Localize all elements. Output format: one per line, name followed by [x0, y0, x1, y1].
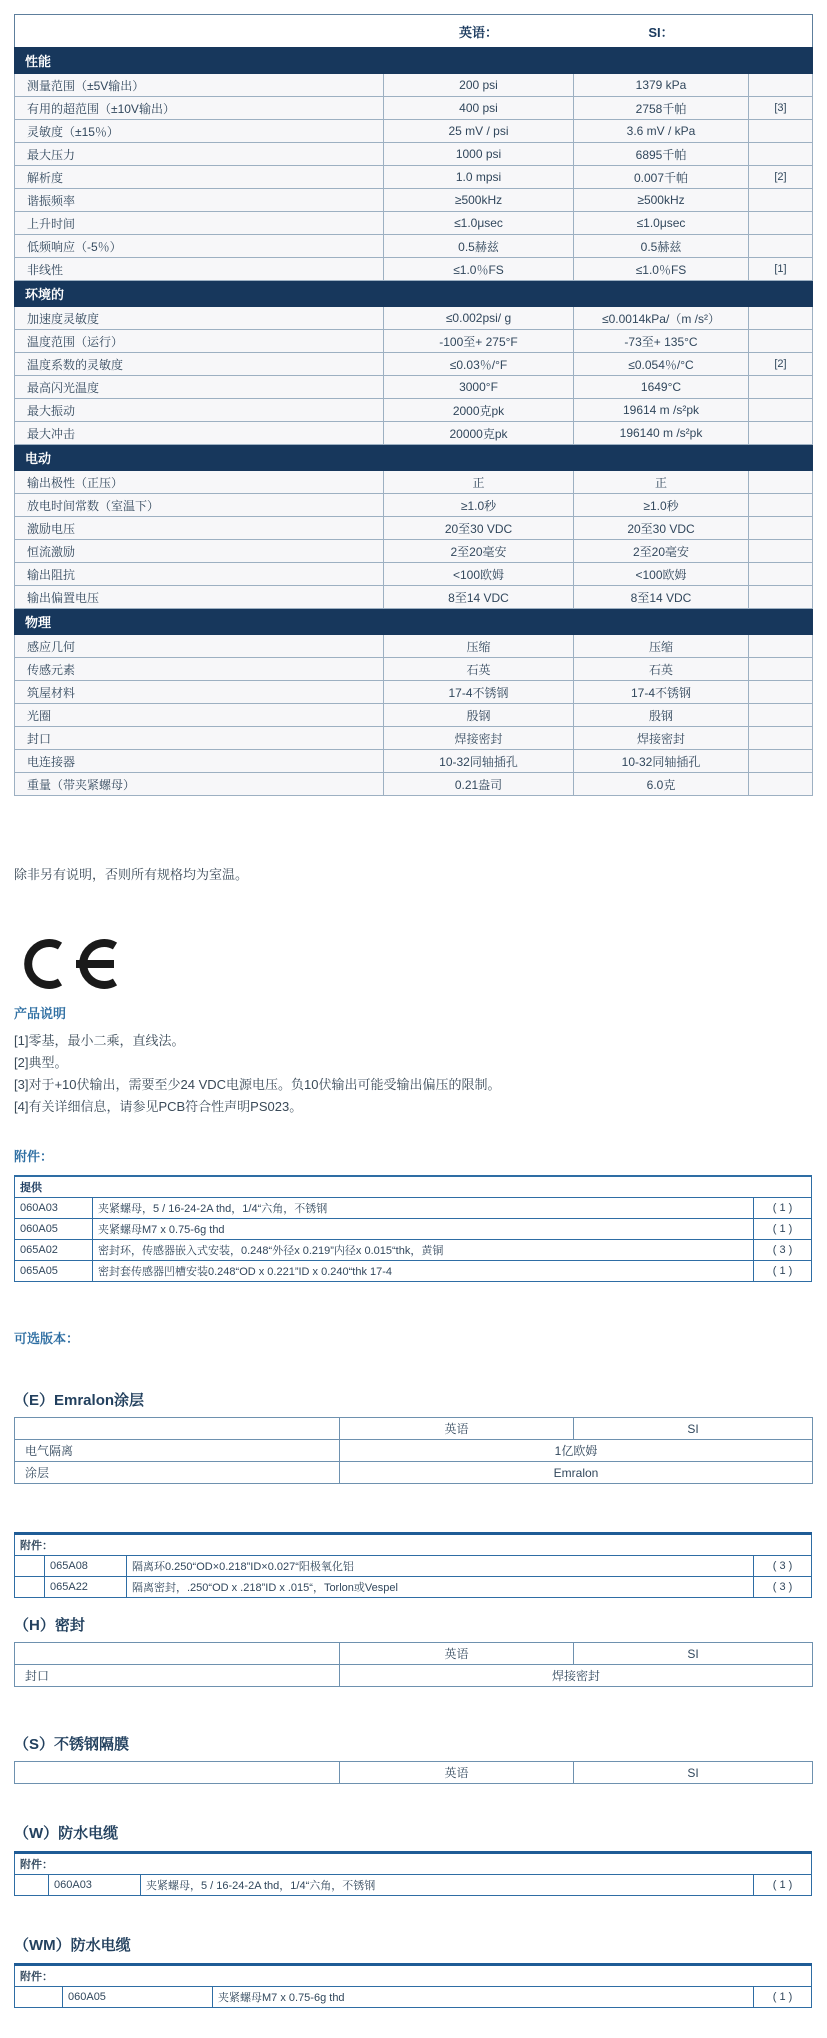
option-e-title: （E）Emralon涂层 [14, 1392, 145, 1409]
row-label: 涂层 [15, 1462, 340, 1484]
spec-header-blank [15, 15, 384, 48]
table-row [15, 212, 813, 235]
quantity: ( 1 ) [754, 1198, 812, 1219]
value-si: 0.5赫兹 [574, 235, 749, 258]
row-label: 最大冲击 [15, 422, 384, 445]
value-english: 1.0 mpsi [384, 166, 574, 189]
section-header-environmental: 环境的 [15, 281, 813, 307]
section-header-performance: 性能 [15, 48, 813, 74]
note-ref [749, 681, 813, 704]
option-h-table [14, 1642, 813, 1687]
value-english: ≥500kHz [384, 189, 574, 212]
attachments-label: 附件： [15, 1853, 812, 1875]
table-row [15, 307, 813, 330]
spec-header-notes-blank [749, 15, 813, 48]
blank-cell [15, 1577, 45, 1598]
note-ref [749, 658, 813, 681]
row-value: 焊接密封 [340, 1665, 813, 1687]
note-ref [749, 399, 813, 422]
note-ref [749, 212, 813, 235]
table-row [15, 658, 813, 681]
value-si: 196140 m /s²pk [574, 422, 749, 445]
note-ref [749, 750, 813, 773]
row-label: 电连接器 [15, 750, 384, 773]
note-ref [749, 422, 813, 445]
row-label: 输出偏置电压 [15, 586, 384, 609]
note-ref [749, 143, 813, 166]
option-h-title: （H）密封 [14, 1617, 85, 1634]
option-wm-title: （WM）防水电缆 [14, 1937, 131, 1954]
accessory-description: 隔离密封，.250“OD x .218”ID x .015“，Torlon或Vespel [127, 1577, 754, 1598]
attachments-label-row [15, 1965, 812, 1987]
accessory-description: 夹紧螺母M7 x 0.75-6g thd [93, 1219, 754, 1240]
row-label: 最高闪光温度 [15, 376, 384, 399]
note-ref [749, 330, 813, 353]
value-english: 3000°F [384, 376, 574, 399]
value-si: 2758千帕 [574, 97, 749, 120]
model-number: 060A03 [15, 1198, 93, 1219]
accessory-description: 隔离环0.250“OD×0.218”ID×0.027“阳极氧化铝 [127, 1556, 754, 1577]
value-english: -100至+ 275°F [384, 330, 574, 353]
table-row [15, 750, 813, 773]
note-ref: [3] [749, 97, 813, 120]
note-ref [749, 635, 813, 658]
model-number: 065A02 [15, 1240, 93, 1261]
table-row [15, 517, 813, 540]
value-si: 0.007千帕 [574, 166, 749, 189]
row-label: 封口 [15, 727, 384, 750]
table-row [15, 1875, 812, 1896]
option-w-attachments-table [14, 1851, 812, 1896]
attachments-label: 附件： [15, 1534, 812, 1556]
value-si: 3.6 mV / kPa [574, 120, 749, 143]
table-row [15, 1261, 812, 1282]
english-column-header: 英语 [340, 1643, 574, 1665]
attachments-label-row [15, 1853, 812, 1875]
accessory-description: 密封环，传感器嵌入式安装，0.248“外径x 0.219”内径x 0.015“thk，黄铜 [93, 1240, 754, 1261]
table-row [15, 143, 813, 166]
row-label: 筑屋材料 [15, 681, 384, 704]
row-label: 温度系数的灵敏度 [15, 353, 384, 376]
value-english: <100欧姆 [384, 563, 574, 586]
option-e-header-row [15, 1418, 813, 1440]
value-si: 17-4不锈钢 [574, 681, 749, 704]
value-si: 20至30 VDC [574, 517, 749, 540]
value-si: -73至+ 135°C [574, 330, 749, 353]
note-ref [749, 376, 813, 399]
table-row [15, 494, 813, 517]
quantity: ( 3 ) [754, 1556, 812, 1577]
quantity: ( 3 ) [754, 1240, 812, 1261]
value-si: ≥1.0秒 [574, 494, 749, 517]
table-row [15, 586, 813, 609]
value-english: 压缩 [384, 635, 574, 658]
note-ref [749, 517, 813, 540]
si-column-header: SI [574, 1418, 813, 1440]
row-label: 传感元素 [15, 658, 384, 681]
quantity: ( 1 ) [754, 1219, 812, 1240]
table-row [15, 1240, 812, 1261]
value-si: 2至20毫安 [574, 540, 749, 563]
model-number: 065A05 [15, 1261, 93, 1282]
option-s-header-row [15, 1762, 813, 1784]
value-english: 焊接密封 [384, 727, 574, 750]
quantity: ( 1 ) [754, 1875, 812, 1896]
ce-mark-icon [14, 935, 812, 993]
value-si: 6895千帕 [574, 143, 749, 166]
accessory-description: 夹紧螺母，5 / 16-24-2A thd，1/4“六角，不锈钢 [93, 1198, 754, 1219]
value-english: 10-32同轴插孔 [384, 750, 574, 773]
table-row [15, 704, 813, 727]
table-row [15, 1462, 813, 1484]
table-row [15, 540, 813, 563]
note-4: [4]有关详细信息，请参见PCB符合性声明PS023。 [14, 1099, 303, 1114]
blank-cell [15, 1762, 340, 1784]
note-ref [749, 586, 813, 609]
accessories-table [14, 1175, 812, 1282]
row-label: 测量范围（±5V输出） [15, 74, 384, 97]
product-notes-list [14, 1030, 812, 1118]
note-ref [749, 235, 813, 258]
accessory-description: 密封套传感器凹槽安装0.248“OD x 0.221”ID x 0.240“thk 17-4 [93, 1261, 754, 1282]
value-english: 石英 [384, 658, 574, 681]
model-number: 065A08 [45, 1556, 127, 1577]
value-english: 200 psi [384, 74, 574, 97]
option-wm-attachments-table [14, 1963, 812, 2008]
option-e-table [14, 1417, 813, 1484]
blank-cell [15, 1556, 45, 1577]
table-row [15, 422, 813, 445]
value-english: 正 [384, 471, 574, 494]
row-label: 输出极性（正压） [15, 471, 384, 494]
table-row [15, 399, 813, 422]
row-label: 电气隔离 [15, 1440, 340, 1462]
row-label: 加速度灵敏度 [15, 307, 384, 330]
table-row [15, 727, 813, 750]
value-english: ≤1.0％FS [384, 258, 574, 281]
room-temperature-note: 除非另有说明，否则所有规格均为室温。 [14, 867, 249, 882]
table-row [15, 773, 813, 796]
table-row [15, 258, 813, 281]
note-2: [2]典型。 [14, 1055, 68, 1070]
row-label: 重量（带夹紧螺母） [15, 773, 384, 796]
table-row [15, 563, 813, 586]
value-si: 殷钢 [574, 704, 749, 727]
section-header-physical: 物理 [15, 609, 813, 635]
value-si: 6.0克 [574, 773, 749, 796]
value-si: ≤1.0％FS [574, 258, 749, 281]
note-ref [749, 471, 813, 494]
row-label: 上升时间 [15, 212, 384, 235]
value-english: 8至14 VDC [384, 586, 574, 609]
model-number: 060A05 [63, 1987, 213, 2008]
spec-table [14, 14, 813, 796]
si-column-header: SI [574, 1643, 813, 1665]
row-label: 封口 [15, 1665, 340, 1687]
product-notes-heading: 产品说明 [14, 1006, 67, 1021]
value-si: <100欧姆 [574, 563, 749, 586]
table-row [15, 74, 813, 97]
row-label: 感应几何 [15, 635, 384, 658]
row-label: 低频响应（-5％） [15, 235, 384, 258]
si-column-header: SI [574, 1762, 813, 1784]
option-s-title: （S）不锈钢隔膜 [14, 1736, 130, 1753]
table-row [15, 330, 813, 353]
row-label: 灵敏度（±15％） [15, 120, 384, 143]
table-row [15, 471, 813, 494]
note-ref [749, 773, 813, 796]
quantity: ( 3 ) [754, 1577, 812, 1598]
table-row [15, 376, 813, 399]
option-s-table [14, 1761, 813, 1784]
value-english: ≤0.03％/°F [384, 353, 574, 376]
row-label: 激励电压 [15, 517, 384, 540]
accessory-description: 夹紧螺母，5 / 16-24-2A thd，1/4“六角，不锈钢 [141, 1875, 754, 1896]
value-english: 20000克pk [384, 422, 574, 445]
note-ref [749, 120, 813, 143]
note-ref [749, 540, 813, 563]
row-label: 最大振动 [15, 399, 384, 422]
quantity: ( 1 ) [754, 1987, 812, 2008]
value-si: 19614 m /s²pk [574, 399, 749, 422]
value-english: 0.21盎司 [384, 773, 574, 796]
note-1: [1]零基，最小二乘，直线法。 [14, 1033, 185, 1048]
table-row [15, 97, 813, 120]
value-english: ≤0.002psi/ g [384, 307, 574, 330]
row-label: 光圈 [15, 704, 384, 727]
model-number: 060A05 [15, 1219, 93, 1240]
table-row [15, 1577, 812, 1598]
value-english: 1000 psi [384, 143, 574, 166]
section-header-electrical: 电动 [15, 445, 813, 471]
note-ref [749, 494, 813, 517]
value-english: 殷钢 [384, 704, 574, 727]
table-row [15, 189, 813, 212]
row-label: 最大压力 [15, 143, 384, 166]
note-ref: [2] [749, 166, 813, 189]
quantity: ( 1 ) [754, 1261, 812, 1282]
note-ref [749, 307, 813, 330]
value-english: 25 mV / psi [384, 120, 574, 143]
table-row [15, 166, 813, 189]
value-si: ≥500kHz [574, 189, 749, 212]
option-e-attachments-table [14, 1532, 812, 1598]
english-column-header: 英语 [340, 1418, 574, 1440]
attachments-label: 附件： [15, 1965, 812, 1987]
value-si: ≤1.0μsec [574, 212, 749, 235]
value-si: 8至14 VDC [574, 586, 749, 609]
value-english: ≤1.0μsec [384, 212, 574, 235]
note-ref [749, 74, 813, 97]
model-number: 065A22 [45, 1577, 127, 1598]
row-label: 解析度 [15, 166, 384, 189]
value-si: ≤0.0014kPa/（m /s²） [574, 307, 749, 330]
note-ref [749, 563, 813, 586]
value-english: 400 psi [384, 97, 574, 120]
table-row [15, 681, 813, 704]
table-row [15, 1219, 812, 1240]
blank-cell [15, 1418, 340, 1440]
row-label: 有用的超范围（±10V输出） [15, 97, 384, 120]
table-row [15, 1198, 812, 1219]
option-w-title: （W）防水电缆 [14, 1825, 119, 1842]
english-column-header: 英语 [340, 1762, 574, 1784]
value-english: 0.5赫兹 [384, 235, 574, 258]
row-label: 放电时间常数（室温下） [15, 494, 384, 517]
spec-header-row [15, 15, 813, 48]
value-si: 1379 kPa [574, 74, 749, 97]
table-row [15, 1440, 813, 1462]
table-row [15, 120, 813, 143]
accessories-header-row [15, 1176, 812, 1198]
model-number: 060A03 [49, 1875, 141, 1896]
row-value: Emralon [340, 1462, 813, 1484]
spec-header-english: 英语： [384, 15, 574, 48]
table-row [15, 1987, 812, 2008]
optional-versions-heading: 可选版本： [14, 1331, 80, 1346]
accessory-description: 夹紧螺母M7 x 0.75-6g thd [213, 1987, 754, 2008]
option-h-header-row [15, 1643, 813, 1665]
note-ref: [1] [749, 258, 813, 281]
table-row [15, 1556, 812, 1577]
row-label: 温度范围（运行） [15, 330, 384, 353]
note-ref [749, 727, 813, 750]
value-english: ≥1.0秒 [384, 494, 574, 517]
blank-cell [15, 1643, 340, 1665]
value-si: 1649°C [574, 376, 749, 399]
supplied-label: 提供 [15, 1176, 812, 1198]
value-si: 正 [574, 471, 749, 494]
value-english: 2000克pk [384, 399, 574, 422]
value-si: 焊接密封 [574, 727, 749, 750]
attachments-label-row [15, 1534, 812, 1556]
value-si: 压缩 [574, 635, 749, 658]
row-label: 非线性 [15, 258, 384, 281]
table-row [15, 235, 813, 258]
value-english: 2至20毫安 [384, 540, 574, 563]
note-ref [749, 704, 813, 727]
note-3: [3]对于+10伏输出，需要至少24 VDC电源电压。负10伏输出可能受输出偏压的限制。 [14, 1077, 501, 1092]
spec-header-si: SI： [574, 15, 749, 48]
row-value: 1亿欧姆 [340, 1440, 813, 1462]
blank-cell [15, 1987, 63, 2008]
value-si: ≤0.054％/°C [574, 353, 749, 376]
note-ref [749, 189, 813, 212]
row-label: 谐振频率 [15, 189, 384, 212]
blank-cell [15, 1875, 49, 1896]
value-si: 石英 [574, 658, 749, 681]
value-english: 17-4不锈钢 [384, 681, 574, 704]
row-label: 输出阻抗 [15, 563, 384, 586]
row-label: 恒流激励 [15, 540, 384, 563]
table-row [15, 1665, 813, 1687]
table-row [15, 353, 813, 376]
note-ref: [2] [749, 353, 813, 376]
accessories-heading: 附件： [14, 1149, 54, 1164]
value-english: 20至30 VDC [384, 517, 574, 540]
value-si: 10-32同轴插孔 [574, 750, 749, 773]
table-row [15, 635, 813, 658]
